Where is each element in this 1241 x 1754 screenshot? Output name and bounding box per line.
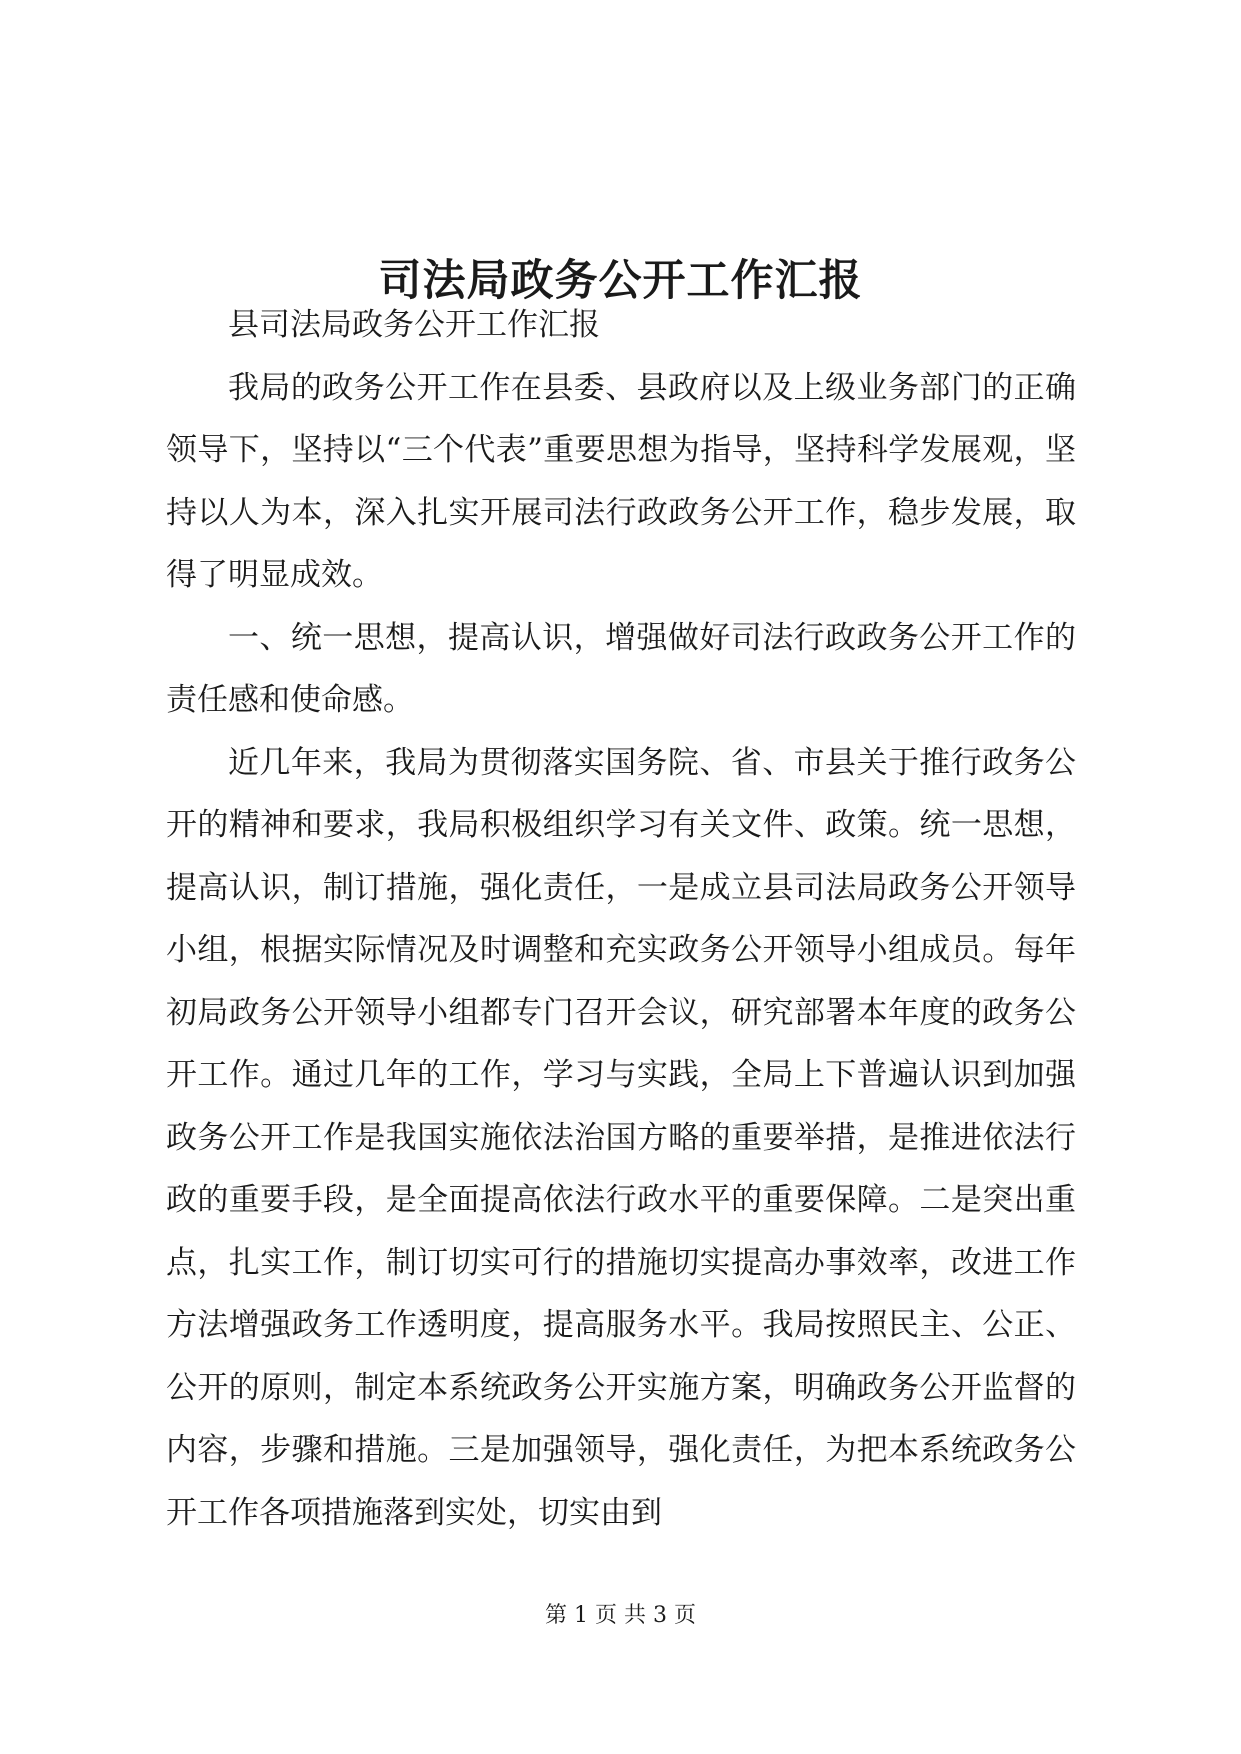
body-paragraph-main: 近几年来，我局为贯彻落实国务院、省、市县关于推行政务公开的精神和要求，我局积极组织学习有关文件、政策。统一思想，提高认识，制订措施，强化责任，一是成立县司法局政务公开领导小组，根据实际情况及时调整和充实政务公开领导小组成员。每年初局政务公开领导小组都专门召开会议，研究部署本年度的政务公开工作。通过几年的工作，学习与实践，全局上下普遍认识到加强政务公开工作是我国实施依法治国方略的重要举措，是推进依法行政的重要手段，是全面提高依法行政水平的重要保障。二是突出重点，扎实工作，制订切实可行的措施切实提高办事效率，改进工作方法增强政务工作透明度，提高服务水平。我局按照民主、公正、公开的原则，制定本系统政务公开实施方案，明确政务公开监督的内容，步骤和措施。三是加强领导，强化责任，为把本系统政务公开工作各项措施落到实处，切实由到 [166,744,1076,1531]
body-paragraph-intro: 我局的政务公开工作在县委、县政府以及上级业务部门的正确领导下，坚持以“三个代表”重要思想为指导，坚持科学发展观，坚持以人为本，深入扎实开展司法行政政务公开工作，稳步发展，取得了明显成效。 [166,369,1076,593]
page-number-footer: 第 1 页 共 3 页 [545,1603,696,1628]
body-paragraph-section-heading: 一、统一思想，提高认识，增强做好司法行政政务公开工作的责任感和使命感。 [166,619,1076,718]
body-paragraph-subtitle: 县司法局政务公开工作汇报 [228,307,600,343]
document-body [166,294,1076,1544]
document-title: 司法局政务公开工作汇报 [378,255,863,306]
